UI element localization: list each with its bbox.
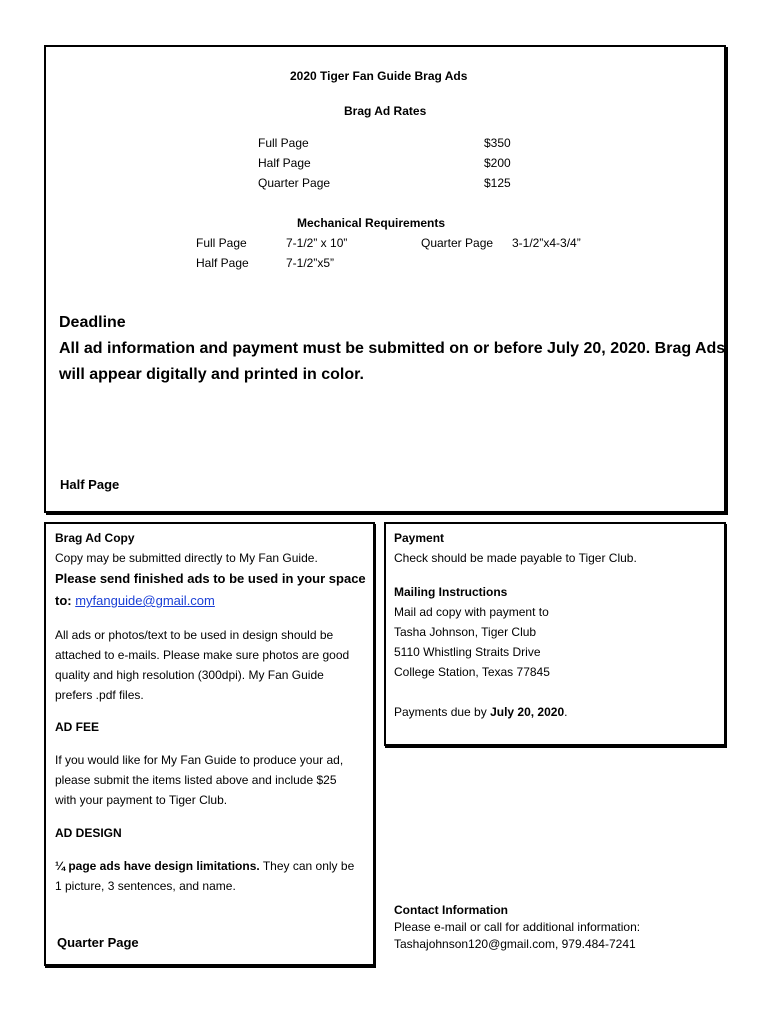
quarter-page-label: Quarter Page [57, 935, 139, 950]
contact-details: Tashajohnson120@gmail.com, 979.484-7241 [394, 937, 636, 951]
fee-line: please submit the items listed above and include $25 [55, 773, 337, 787]
rate-label: Half Page [258, 156, 311, 170]
due-prefix: Payments due by [394, 705, 491, 719]
mech-full-size: 7-1/2” x 10” [286, 236, 348, 250]
ad-design-heading: AD DESIGN [55, 826, 122, 840]
mech-quarter-label: Quarter Page [421, 236, 494, 250]
design-bold: ¼ page ads have design limitations. [55, 859, 260, 873]
payment-line: Check should be made payable to Tiger Club. [394, 551, 637, 565]
mech-half-size: 7-1/2”x5” [286, 256, 335, 270]
deadline-line-1: All ad information and payment must be submitted on or before July 20, 2020. Brag Ads [59, 340, 726, 357]
rate-label: Full Page [258, 136, 309, 150]
doc-title: 2020 Tiger Fan Guide Brag Ads [290, 69, 468, 83]
instructions-line: attached to e-mails. Please make sure photos are good [55, 648, 350, 662]
rate-price: $125 [484, 176, 511, 190]
instructions-line: quality and high resolution (300dpi). My Fan Guide [55, 668, 324, 682]
send-ads-to [55, 592, 215, 610]
payment-heading: Payment [394, 531, 445, 545]
rates-heading: Brag Ad Rates [344, 104, 427, 118]
payment-due [394, 705, 567, 719]
due-date: July 20, 2020 [490, 705, 565, 719]
email-link[interactable]: myfanguide@gmail.com [75, 593, 215, 608]
send-ads-line: Please send finished ads to be used in your space [55, 571, 366, 586]
ad-copy-heading: Brag Ad Copy [55, 531, 135, 545]
deadline-line-2: will appear digitally and printed in color. [59, 366, 364, 383]
ad-copy-line: Copy may be submitted directly to My Fan Guide. [55, 551, 318, 565]
fee-line: with your payment to Tiger Club. [55, 793, 228, 807]
mailing-line: College Station, Texas 77845 [394, 665, 550, 679]
mailing-line: Mail ad copy with payment to [394, 605, 549, 619]
design-line-1 [55, 859, 354, 873]
due-suffix: . [564, 705, 568, 719]
design-rest: They can only be [259, 859, 355, 873]
mailing-line: Tasha Johnson, Tiger Club [394, 625, 537, 639]
mech-quarter-size: 3-1/2”x4-3/4” [512, 236, 581, 250]
ad-fee-heading: AD FEE [55, 720, 100, 734]
rate-price: $350 [484, 136, 511, 150]
mailing-line: 5110 Whistling Straits Drive [394, 645, 541, 659]
ad-copy-box [44, 522, 375, 966]
mech-half-label: Half Page [196, 256, 249, 270]
mech-full-label: Full Page [196, 236, 247, 250]
fee-line: If you would like for My Fan Guide to produce your ad, [55, 753, 344, 767]
rate-price: $200 [484, 156, 511, 170]
contact-heading: Contact Information [394, 903, 508, 917]
rate-label: Quarter Page [258, 176, 331, 190]
contact-line: Please e-mail or call for additional information: [394, 920, 641, 934]
half-page-label: Half Page [60, 477, 120, 492]
send-to-label: to: [55, 593, 76, 608]
mailing-heading: Mailing Instructions [394, 585, 508, 599]
deadline-heading: Deadline [59, 314, 126, 331]
instructions-line: All ads or photos/text to be used in design should be [55, 628, 334, 642]
design-line-2: 1 picture, 3 sentences, and name. [55, 879, 236, 893]
instructions-line: prefers .pdf files. [55, 688, 144, 702]
mech-heading: Mechanical Requirements [297, 216, 446, 230]
